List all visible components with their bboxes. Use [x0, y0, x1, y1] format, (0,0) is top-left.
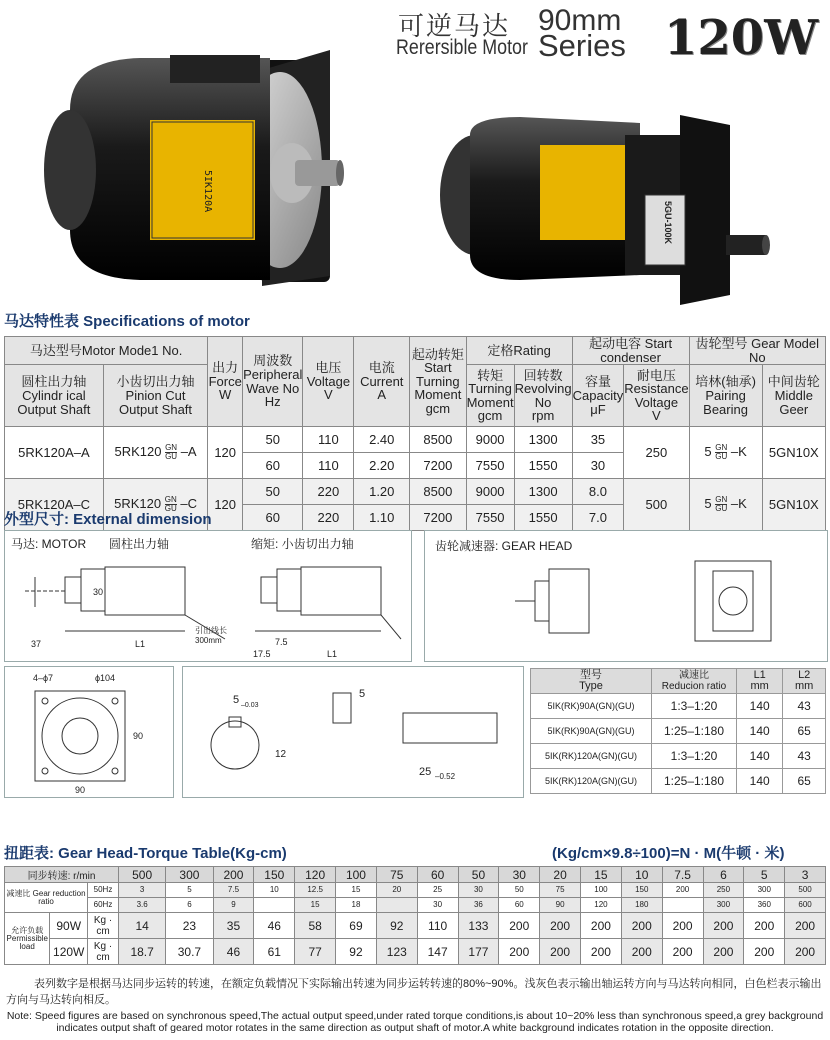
- dim-104: ϕ104: [95, 673, 116, 683]
- spec-title: 马达特性表 Specifications of motor: [4, 313, 250, 330]
- spec-a: 2.20: [354, 453, 410, 479]
- dimension-title: 外型尺寸: External dimension: [4, 511, 212, 528]
- spec-res: 250: [624, 427, 689, 479]
- torque-cell: 200: [540, 913, 581, 939]
- ratio50-cell: 5: [166, 883, 213, 898]
- ratio50-cell: 15: [336, 883, 377, 898]
- torque-cell: 200: [703, 913, 744, 939]
- ratio-table: [530, 668, 826, 794]
- torque-cell: 123: [376, 939, 417, 965]
- spec-cap: 30: [572, 453, 624, 479]
- spec-cap: 7.0: [572, 505, 624, 531]
- flange-drawing: [5, 667, 173, 797]
- ratio50-cell: 12.5: [295, 883, 336, 898]
- ratio50-cell: 25: [417, 883, 458, 898]
- hdr-force: 出力 Force W: [208, 337, 243, 427]
- ratio60-cell: 18: [336, 898, 377, 913]
- spec-a: 2.40: [354, 427, 410, 453]
- torque-cell: 200: [581, 939, 622, 965]
- key-width: 5: [233, 694, 240, 706]
- speed-cell: 300: [166, 867, 213, 883]
- ratio60-cell: 90: [540, 898, 581, 913]
- dim-l1b: L1: [327, 649, 338, 659]
- spec-cyl: 5RK120A–C: [5, 479, 104, 531]
- hdr-revolving: 回转数 Revolving No rpm: [514, 365, 572, 427]
- ratio-l2: 43: [783, 694, 826, 719]
- ratio50-cell: 10: [254, 883, 295, 898]
- hz60-label: 60Hz: [88, 898, 119, 913]
- ratio60-cell: 9: [213, 898, 254, 913]
- spec-v: 220: [303, 479, 354, 505]
- hdr-rating: 定格Rating: [466, 337, 572, 365]
- ratio-hdr-ratio: 减速比 Reducion ratio: [652, 669, 737, 694]
- ratio-value: 1:3–1:20: [652, 694, 737, 719]
- speed-cell: 7.5: [662, 867, 703, 883]
- gear-label: 齿轮减速器: GEAR HEAD: [435, 539, 573, 553]
- spec-start: 8500: [410, 427, 467, 453]
- torque-unit: Kg · cm: [88, 913, 119, 939]
- spec-pairing: 5 $\frac{GN}{GU}$ –K: [689, 427, 762, 479]
- ratio60-cell: 60: [499, 898, 540, 913]
- hdr-voltage: 电压 Voltage V: [303, 337, 354, 427]
- torque-cell: 92: [376, 913, 417, 939]
- torque-cell: 30.7: [166, 939, 213, 965]
- hdr-condenser: 起动电容 Start condenser: [572, 337, 689, 365]
- spec-table: [4, 336, 826, 531]
- torque-cell: 46: [213, 939, 254, 965]
- spec-force: 120: [208, 479, 243, 531]
- ratio-l2: 43: [783, 744, 826, 769]
- ratio-value: 1:25–1:180: [652, 769, 737, 794]
- spec-hz: 50: [243, 427, 303, 453]
- hdr-cyl: 圆柱出力轴 Cylindr ical Output Shaft: [5, 365, 104, 427]
- spec-turn: 9000: [466, 427, 514, 453]
- cyl-label: 圆柱出力轴: [109, 537, 170, 551]
- torque-cell: 110: [417, 913, 458, 939]
- pinion-label: 缩矩: 小齿切出力轴: [251, 537, 354, 551]
- spec-hz: 60: [243, 505, 303, 531]
- spec-a: 1.20: [354, 479, 410, 505]
- spec-v: 110: [303, 427, 354, 453]
- ratio60-cell: 3.6: [119, 898, 166, 913]
- gear-drawing: [425, 541, 827, 659]
- ratio-value: 1:25–1:180: [652, 719, 737, 744]
- speed-cell: 10: [621, 867, 662, 883]
- spec-force: 120: [208, 427, 243, 479]
- spec-middle: 5GN10X: [762, 479, 825, 531]
- torque-watt: 90W: [50, 913, 88, 939]
- speed-cell: 150: [254, 867, 295, 883]
- key-width-b: 5: [359, 688, 366, 700]
- torque-cell: 200: [540, 939, 581, 965]
- torque-cell: 23: [166, 913, 213, 939]
- spec-pinion: 5RK120 $\frac{GN}{GU}$ –A: [103, 427, 207, 479]
- ratio60-cell: 15: [295, 898, 336, 913]
- ratio50-cell: 100: [581, 883, 622, 898]
- spec-cap: 8.0: [572, 479, 624, 505]
- flange-dim-box: [4, 666, 174, 798]
- ratio50-cell: 7.5: [213, 883, 254, 898]
- spec-res: 500: [624, 479, 689, 531]
- spec-start: 8500: [410, 479, 467, 505]
- ratio-label: 减速比 Gear reduction ratio: [5, 883, 88, 913]
- spec-rpm: 1550: [514, 505, 572, 531]
- torque-cell: 200: [581, 913, 622, 939]
- spec-v: 220: [303, 505, 354, 531]
- ratio50-cell: 3: [119, 883, 166, 898]
- dim-7-5: 7.5: [275, 637, 288, 647]
- dim-37: 37: [31, 639, 42, 649]
- ratio-type: 5IK(RK)90A(GN)(GU): [531, 719, 652, 744]
- motor-label-left: 5IK120A: [202, 170, 213, 213]
- torque-cell: 200: [785, 939, 826, 965]
- torque-cell: 200: [499, 939, 540, 965]
- power-rating: 120W: [664, 10, 819, 66]
- ratio50-cell: 20: [376, 883, 417, 898]
- speed-cell: 20: [540, 867, 581, 883]
- torque-cell: 200: [703, 939, 744, 965]
- spec-hz: 60: [243, 453, 303, 479]
- shaft-tol: –0.52: [435, 772, 456, 781]
- ratio50-cell: 50: [499, 883, 540, 898]
- torque-cell: 200: [662, 939, 703, 965]
- torque-cell: 18.7: [119, 939, 166, 965]
- motor-photo-cylindrical: [40, 40, 370, 290]
- motor-photo-geared: [430, 95, 770, 305]
- torque-cell: 200: [744, 939, 785, 965]
- spec-v: 110: [303, 453, 354, 479]
- ratio50-cell: 75: [540, 883, 581, 898]
- key-height: 12: [275, 749, 287, 760]
- hdr-start: 起动转矩 Start Turning Moment gcm: [410, 337, 467, 427]
- torque-cell: 200: [662, 913, 703, 939]
- note-cn: 表列数字是根据马达同步运转的转速，在额定负载情况下实际输出转速为同步运转转速的80%~90%。浅灰色表示输出轴运转方向与马达转向相同，白色栏表示输出方向与马达转向相反。: [6, 978, 822, 1006]
- torque-unit: Kg · cm: [88, 939, 119, 965]
- ratio-l1: 140: [737, 769, 783, 794]
- speed-cell: 200: [213, 867, 254, 883]
- hdr-pinion: 小齿切出力轴 Pinion Cut Output Shaft: [103, 365, 207, 427]
- dim-30: 30: [93, 587, 104, 597]
- torque-cell: 147: [417, 939, 458, 965]
- speed-cell: 15: [581, 867, 622, 883]
- ratio50-cell: 250: [703, 883, 744, 898]
- speed-cell: 30: [499, 867, 540, 883]
- torque-cell: 133: [458, 913, 499, 939]
- ratio-hdr-type: 型号 Type: [531, 669, 652, 694]
- hz50-label: 50Hz: [88, 883, 119, 898]
- hdr-gear-model: 齿轮型号 Gear Model No: [689, 337, 825, 365]
- torque-cell: 177: [458, 939, 499, 965]
- spec-cap: 35: [572, 427, 624, 453]
- torque-cell: 58: [295, 913, 336, 939]
- ratio60-cell: 300: [703, 898, 744, 913]
- hdr-turning: 转矩 Turning Moment gcm: [466, 365, 514, 427]
- title-cn: 可逆马达: [398, 12, 511, 42]
- spec-rpm: 1550: [514, 453, 572, 479]
- speed-cell: 60: [417, 867, 458, 883]
- hdr-resistance: 耐电压 Resistance Voltage V: [624, 365, 689, 427]
- ratio-hdr-l1: L1 mm: [737, 669, 783, 694]
- speed-cell: 75: [376, 867, 417, 883]
- series-word: Series: [538, 28, 626, 63]
- ratio60-cell: 120: [581, 898, 622, 913]
- ratio60-cell: 360: [744, 898, 785, 913]
- torque-cell: 92: [336, 939, 377, 965]
- torque-cell: 200: [744, 913, 785, 939]
- torque-cell: 77: [295, 939, 336, 965]
- shaft-len: 25: [419, 766, 432, 778]
- dim-90: 90: [133, 731, 144, 741]
- ratio-value: 1:3–1:20: [652, 744, 737, 769]
- speed-cell: 50: [458, 867, 499, 883]
- dim-4phi7: 4–ϕ7: [33, 673, 54, 683]
- speed-cell: 120: [295, 867, 336, 883]
- ratio-type: 5IK(RK)90A(GN)(GU): [531, 694, 652, 719]
- torque-cell: 35: [213, 913, 254, 939]
- hdr-capacity: 容量 Capacity μF: [572, 365, 624, 427]
- ratio-l1: 140: [737, 694, 783, 719]
- spec-hz: 50: [243, 479, 303, 505]
- torque-cell: 200: [621, 913, 662, 939]
- lead-label: 引出线长: [195, 626, 227, 635]
- ratio60-cell: [376, 898, 417, 913]
- spec-rpm: 1300: [514, 427, 572, 453]
- motor-label: 马达: MOTOR: [11, 537, 87, 551]
- spec-rpm: 1300: [514, 479, 572, 505]
- motor-side-drawing: [5, 549, 411, 659]
- ratio-type: 5IK(RK)120A(GN)(GU): [531, 744, 652, 769]
- ratio50-cell: 150: [621, 883, 662, 898]
- torque-cell: 200: [785, 913, 826, 939]
- spec-middle: 5GN10X: [762, 427, 825, 479]
- ratio-hdr-l2: L2 mm: [783, 669, 826, 694]
- speed-cell: 3: [785, 867, 826, 883]
- perm-label: 允许负载 Permissible load: [5, 913, 50, 965]
- ratio-l2: 65: [783, 769, 826, 794]
- sync-label: 同步转速: r/min: [5, 867, 119, 883]
- title-en: Rerersible Motor: [396, 36, 528, 59]
- spec-cyl: 5RK120A–A: [5, 427, 104, 479]
- spec-start: 7200: [410, 453, 467, 479]
- spec-pinion: 5RK120 $\frac{GN}{GU}$ –C: [103, 479, 207, 531]
- key-drawing: [183, 667, 523, 797]
- hdr-pairing: 培林(轴承) Pairing Bearing: [689, 365, 762, 427]
- key-dim-box: [182, 666, 524, 798]
- ratio60-cell: 30: [417, 898, 458, 913]
- ratio60-cell: [662, 898, 703, 913]
- hdr-model: 马达型号Motor Mode1 No.: [5, 337, 208, 365]
- ratio50-cell: 300: [744, 883, 785, 898]
- ratio50-cell: 500: [785, 883, 826, 898]
- dim-90b: 90: [75, 785, 86, 795]
- speed-cell: 100: [336, 867, 377, 883]
- hdr-current: 电流 Current A: [354, 337, 410, 427]
- key-tol: –0.03: [241, 702, 259, 709]
- ratio50-cell: 30: [458, 883, 499, 898]
- ratio50-cell: 200: [662, 883, 703, 898]
- torque-cell: 46: [254, 913, 295, 939]
- torque-cell: 200: [499, 913, 540, 939]
- spec-pairing: 5 $\frac{GN}{GU}$ –K: [689, 479, 762, 531]
- torque-watt: 120W: [50, 939, 88, 965]
- ratio-type: 5IK(RK)120A(GN)(GU): [531, 769, 652, 794]
- motor-label-right: 5GU-100K: [663, 201, 673, 245]
- ratio-l1: 140: [737, 744, 783, 769]
- hdr-middle: 中间齿轮 Middle Geer: [762, 365, 825, 427]
- series-size: 90mm: [538, 4, 622, 37]
- spec-turn: 7550: [466, 505, 514, 531]
- spec-turn: 7550: [466, 453, 514, 479]
- speed-cell: 500: [119, 867, 166, 883]
- spec-turn: 9000: [466, 479, 514, 505]
- ratio60-cell: 6: [166, 898, 213, 913]
- speed-cell: 5: [744, 867, 785, 883]
- ratio60-cell: 600: [785, 898, 826, 913]
- torque-cell: 69: [336, 913, 377, 939]
- torque-table: [4, 866, 826, 965]
- torque-cell: 200: [621, 939, 662, 965]
- torque-formula: (Kg/cm×9.8÷100)=N · M(牛顿 · 米): [552, 845, 785, 862]
- ratio-l1: 140: [737, 719, 783, 744]
- dim-17-5: 17.5: [253, 649, 271, 659]
- ratio-l2: 65: [783, 719, 826, 744]
- speed-cell: 6: [703, 867, 744, 883]
- ratio60-cell: 180: [621, 898, 662, 913]
- hdr-wave: 周波数 Peripheral Wave No Hz: [243, 337, 303, 427]
- spec-a: 1.10: [354, 505, 410, 531]
- torque-cell: 14: [119, 913, 166, 939]
- lead-length: 300mm: [195, 636, 222, 645]
- ratio60-cell: [254, 898, 295, 913]
- torque-title: 扭距表: Gear Head-Torque Table(Kg-cm): [4, 845, 287, 862]
- dim-l1: L1: [135, 639, 146, 649]
- motor-dim-box: [4, 530, 412, 662]
- torque-cell: 61: [254, 939, 295, 965]
- gear-dim-box: [424, 530, 828, 662]
- note-en: Note: Speed figures are based on synchronous speed,The actual output speed,under rated torque conditions,is about 10~20% less than synchronous speed,a grey background indicates output shaft of geared motor rotates in the same direction as output shaft of motor.A white background indicates rotation in the opposite direction.: [6, 1010, 824, 1034]
- spec-start: 7200: [410, 505, 467, 531]
- ratio60-cell: 36: [458, 898, 499, 913]
